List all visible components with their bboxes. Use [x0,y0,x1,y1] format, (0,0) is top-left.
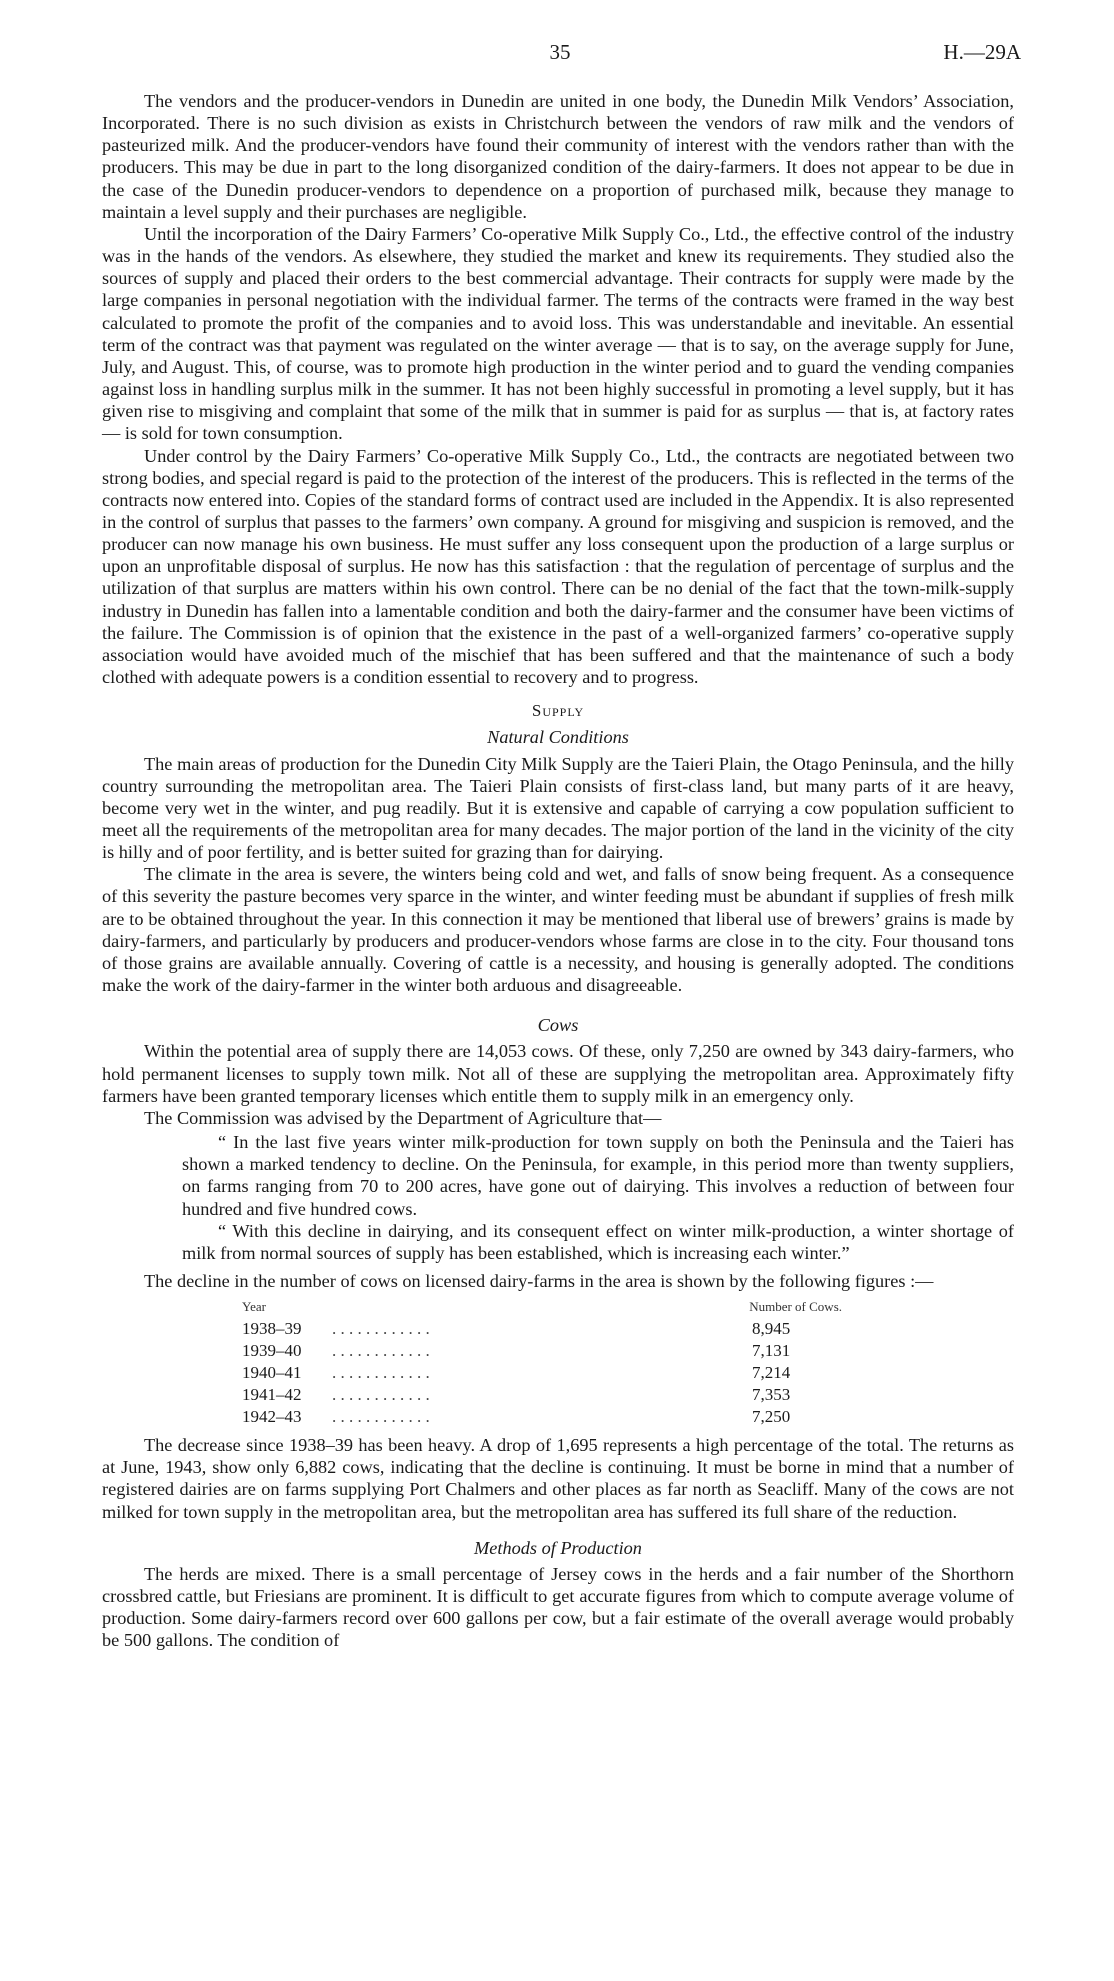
table-row [242,1406,842,1428]
paragraph: The main areas of production for the Dunedin City Milk Supply are the Taieri Plain, the Otago Peninsula, and the hilly country surrounding the metropolitan area. The Taieri Plain consists of first-class land, but many parts of it are heavy, become very wet in the winter, and pug readily. But it is extensive and capable of carrying a cow population sufficient to meet all the requirements of the metropolitan area for many decades. The major portion of the land in the vicinity of the city is hilly and of poor fertility, and is better suited for grazing than for dairying. [102,753,1014,863]
paragraph: The decrease since 1938–39 has been heavy. A drop of 1,695 represents a high percentage of the total. The returns as at June, 1943, show only 6,882 cows, indicating that the decline is continuing. It must be borne in mind that a number of registered dairies are on farms supplying Port Chalmers and other places as far north as Seacliff. Many of the cows are not milked for town supply in the metropolitan area, but the metropolitan area has suffered its full share of the reduction. [102,1435,1014,1522]
dot-leader: . . . . . . . . . . . . [332,1319,430,1339]
quote-paragraph: “ With this decline in dairying, and its consequent effect on winter milk-production, a winter shortage of milk from normal sources of supply has been established, which is increasing each winter.” [182,1220,1014,1263]
column-header-cows: Number of Cows. [749,1299,842,1315]
paragraph: Until the incorporation of the Dairy Farmers’ Co-operative Milk Supply Co., Ltd., the effective control of the industry was in the hands of the vendors. As elsewhere, they studied the market and knew its requirements. They studied also the sources of supply and placed their orders to the best commercial advantage. Their contracts for supply were made by the large companies in personal negotiation with the individual farmer. The terms of the contracts were framed in the way best calculated to promote the profit of the companies and to avoid loss. This was understandable and inevitable. An essential term of the contract was that payment was regulated on the winter average — that is to say, on the average supply for June, July, and August. This, of course, was to promote high production in the winter period and to guard the vending companies against loss in handling surplus milk in the summer. It has not been highly successful in promoting a level supply, but it has given rise to misgiving and complaint that some of the milk that in summer is paid for as surplus — that is, at factory rates — is sold for town consumption. [102,223,1014,444]
year-cell: 1938–39 [242,1319,302,1339]
cows-cell: 7,353 [752,1385,791,1405]
table-row [242,1362,842,1384]
year-cell: 1941–42 [242,1385,302,1405]
paragraph: The vendors and the producer-vendors in Dunedin are united in one body, the Dunedin Milk Vendors’ Association, Incorporated. There is no such division as exists in Christchurch between the vendors of raw milk and the vendors of pasteurized milk. And the producer-vendors have found their community of interest with the vendors rather than with the producers. This may be due in part to the long disorganized condition of the dairy-farmers. It does not appear to be due in the case of the Dunedin producer-vendors to dependence on a proportion of purchased milk, because they manage to maintain a level supply and their purchases are negligible. [102,91,1014,222]
subheading-cows: Cows [537,1015,579,1036]
year-cell: 1942–43 [242,1407,302,1427]
subheading-methods-of-production: Methods of Production [474,1537,642,1558]
paragraph: The climate in the area is severe, the winters being cold and wet, and falls of snow being frequent. As a consequence of this severity the pasture becomes very sparce in the winter, and winter feeding must be abundant if supplies of fresh milk are to be obtained throughout the year. In this connection it may be mentioned that liberal use of brewers’ grains is made by dairy-farmers, and particularly by producers and producer-vendors whose farms are close in to the city. Four thousand tons of those grains are available annually. Covering of cattle is a necessity, and housing is generally adopted. The conditions make the work of the dairy-farmer in the winter both arduous and disagreeable. [102,864,1014,996]
paragraph: The herds are mixed. There is a small percentage of Jersey cows in the herds and a fair number of the Shorthorn crossbred cattle, but Friesians are prominent. It is difficult to get accurate figures from which to compute average volume of production. Some dairy-farmers record over 600 gallons per cow, but a fair estimate of the overall average would probably be 500 gallons. The condition of [102,1563,1014,1651]
year-cell: 1940–41 [242,1363,302,1383]
subheading-natural-conditions: Natural Conditions [487,727,629,748]
table-row [242,1340,842,1362]
cow-numbers-table [242,1296,842,1428]
paragraph: Within the potential area of supply there are 14,053 cows. Of these, only 7,250 are owned by 343 dairy-farmers, who hold permanent licenses to supply town milk. Not all of these are supplying the metropolitan area. Approximately fifty farmers have been granted temporary licenses which entitle them to supply milk in an emergency only. [102,1041,1014,1106]
paragraph: Under control by the Dairy Farmers’ Co-operative Milk Supply Co., Ltd., the contracts are negotiated between two strong bodies, and special regard is paid to the protection of the interest of the producers. This is reflected in the terms of the contracts now entered into. Copies of the standard forms of contract used are included in the Appendix. It is also represented in the control of surplus that passes to the farmers’ own company. A ground for misgiving and suspicion is removed, and the producer can now manage his own business. He must suffer any loss consequent upon the production of a large surplus or upon an unprofitable disposal of surplus. He now has this satisfaction : that the regulation of percentage of surplus and the utilization of that surplus are matters within his own control. There can be no denial of the fact that the town-milk-supply industry in Dunedin has fallen into a lamentable condition and both the dairy-farmer and the consumer have been victims of the failure. The Commission is of opinion that the existence in the past of a well-organized farmers’ co-operative supply association would have avoided much of the mischief that has been suffered and that the maintenance of such a body clothed with adequate powers is a condition essential to recovery and to progress. [102,445,1014,688]
table-row [242,1384,842,1406]
page-number: 35 [549,40,571,64]
quote-paragraph: “ In the last five years winter milk-production for town supply on both the Peninsula and the Taieri has shown a marked tendency to decline. On the Peninsula, for example, in this period more than twenty suppliers, on farms ranging from 70 to 200 acres, have gone out of dairying. This involves a reduction of between four hundred and five hundred cows. [182,1132,1014,1219]
column-header-year: Year [242,1299,266,1315]
paragraph: The decline in the number of cows on licensed dairy-farms in the area is shown by the following figures :— [144,1270,934,1291]
table-header [242,1296,842,1318]
dot-leader: . . . . . . . . . . . . [332,1363,430,1383]
year-cell: 1939–40 [242,1341,302,1361]
table-row [242,1318,842,1340]
dot-leader: . . . . . . . . . . . . [332,1341,430,1361]
document-body [102,90,1014,1652]
document-code: H.—29A [943,40,1021,64]
cows-cell: 7,250 [752,1407,791,1427]
section-heading-supply: Supply [531,701,585,721]
paragraph: The Commission was advised by the Department of Agriculture that— [144,1107,662,1128]
dot-leader: . . . . . . . . . . . . [332,1385,430,1405]
cows-cell: 7,131 [752,1341,791,1361]
dot-leader: . . . . . . . . . . . . [332,1407,430,1427]
department-quote [182,1131,1014,1264]
cows-cell: 7,214 [752,1363,791,1383]
cows-cell: 8,945 [752,1319,791,1339]
